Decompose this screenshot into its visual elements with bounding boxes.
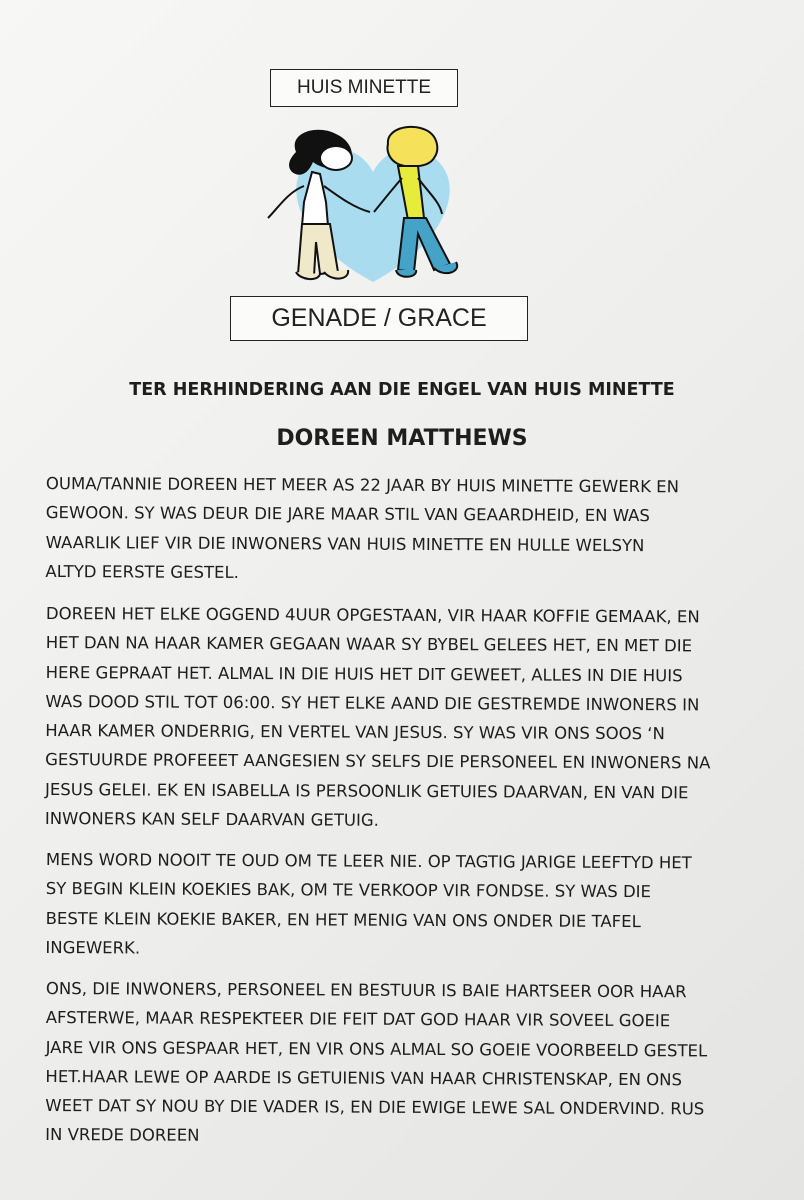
paragraph-line: HET.HAAR LEWE OP AARDE IS GETUIENIS VAN HAAR CHRISTENSKAP, EN ONS xyxy=(45,1066,683,1090)
paragraph-3 xyxy=(45,845,766,966)
motto-box xyxy=(230,296,528,341)
paragraph-line: WEET DAT SY NOU BY DIE VADER IS, EN DIE EWIGE LEWE SAL ONDERVIND. RUS xyxy=(45,1096,705,1119)
paragraph-line: JESUS GELEI. EK EN ISABELLA IS PERSOONLIK GETUIES DAARVAN, EN VAN DIE xyxy=(44,779,689,803)
paragraph-4 xyxy=(45,974,766,1154)
paragraph-line: INGEWERK. xyxy=(45,937,141,958)
paragraph-line: DOREEN HET ELKE OGGEND 4UUR OPGESTAAN, VIR HAAR KOFFIE GEMAAK, EN xyxy=(45,603,700,627)
paragraph-line: ONS, DIE INWONERS, PERSONEEL EN BESTUUR IS BAIE HARTSEER OOR HAAR xyxy=(45,978,687,1002)
paragraph-line: OUMA/TANNIE DOREEN HET MEER AS 22 JAAR BY HUIS MINETTE GEWERK EN xyxy=(45,473,680,497)
paragraph-line: HAAR KAMER ONDERRIG, EN VERTEL VAN JESUS. SY WAS VIR ONS SOOS ‘N xyxy=(45,721,665,744)
paragraph-line: JARE VIR ONS GESPAAR HET, EN VIR ONS ALMAL SO GOEIE VOORBEELD GESTEL xyxy=(45,1037,708,1061)
paragraph-line: BESTE KLEIN KOEKIE BAKER, EN HET MENIG VAN ONS ONDER DIE TAFEL xyxy=(45,908,641,931)
paragraph-line: ALTYD EERSTE GESTEL. xyxy=(45,561,239,582)
paragraph-line: MENS WORD NOOIT TE OUD OM TE LEER NIE. OP TAGTIG JARIGE LEEFTYD HET xyxy=(45,849,692,873)
paragraph-line: IN VREDE DOREEN xyxy=(45,1125,200,1146)
paragraph-line: SY BEGIN KLEIN KOEKIES BAK, OM TE VERKOOP VIR FONDSE. SY WAS DIE xyxy=(45,879,652,902)
paragraph-line: HET DAN NA HAAR KAMER GEGAAN WAAR SY BYBEL GELEES HET, EN MET DIE xyxy=(45,633,693,656)
two-children-holding-hands-heart-icon xyxy=(258,122,488,294)
paragraph-1 xyxy=(45,469,766,590)
paragraph-line: WAS DOOD STIL TOT 06:00. SY HET ELKE AAND DIE GESTREMDE INWONERS IN xyxy=(45,691,700,715)
motto-box-text: GENADE / GRACE xyxy=(271,304,487,332)
title-box xyxy=(270,69,458,107)
title-box-text: HUIS MINETTE xyxy=(296,77,432,98)
paragraph-line: GEWOON. SY WAS DEUR DIE JARE MAAR STIL VAN GEAARDHEID, EN WAS xyxy=(45,503,650,526)
paragraph-line: INWONERS KAN SELF DAARVAN GETUIG. xyxy=(44,809,379,830)
paragraph-2 xyxy=(45,599,766,837)
dedication-heading: TER HERHINDERING AAN DIE ENGEL VAN HUIS MINETTE xyxy=(129,380,675,400)
paragraph-line: HERE GEPRAAT HET. ALMAL IN DIE HUIS HET DIT GEWEET, ALLES IN DIE HUIS xyxy=(45,662,683,685)
paragraph-line: GESTUURDE PROFEEET AANGESIEN SY SELFS DIE PERSONEEL EN INWONERS NA xyxy=(45,750,711,773)
name-heading: DOREEN MATTHEWS xyxy=(276,426,528,451)
paragraph-line: AFSTERWE, MAAR RESPEKTEER DIE FEIT DAT GOD HAAR VIR SOVEEL GOEIE xyxy=(45,1008,671,1031)
paragraph-line: WAARLIK LIEF VIR DIE INWONERS VAN HUIS MINETTE EN HULLE WELSYN xyxy=(45,532,645,555)
